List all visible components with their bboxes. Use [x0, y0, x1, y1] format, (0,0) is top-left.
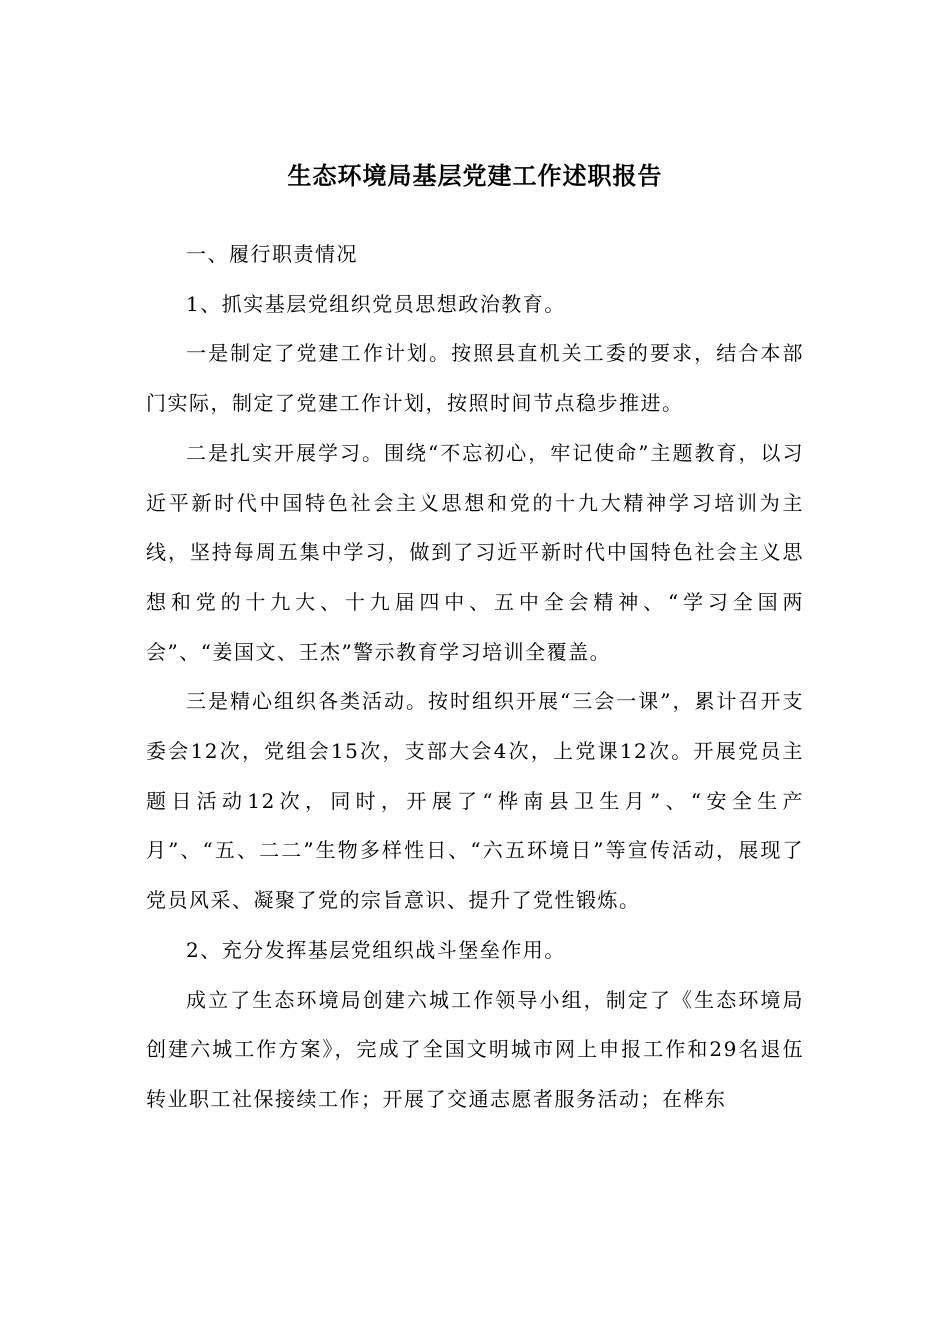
section-heading: 一、履行职责情况 — [186, 242, 358, 266]
paragraph: 二是扎实开展学习。围绕“不忘初心，牢记使命”主题教育，以习近平新时代中国特色社会主义思想和党的十九大精神学习培训为主线，坚持每周五集中学习，做到了习近平新时代中国特色社会主义思想和党的十九大、十九届四中、五中全会精神、“学习全国两会”、“姜国文、王杰”警示教育学习培训全覆盖。 — [146, 440, 804, 664]
document-title: 生态环境局基层党建工作述职报告 — [287, 161, 663, 190]
paragraph: 三是精心组织各类活动。按时组织开展“三会一课”，累计召开支委会12次，党组会15次，支部大会4次，上党课12次。开展党员主题日活动12次，同时，开展了“桦南县卫生月”、“安全生产月”、“五、二二”生物多样性日、“六五环境日”等宣传活动，展现了党员风采、凝聚了党的宗旨意识、提升了党性锻炼。 — [146, 689, 804, 913]
paragraph: 一是制定了党建工作计划。按照县直机关工委的要求，结合本部门实际，制定了党建工作计划，按照时间节点稳步推进。 — [146, 341, 804, 416]
document-body — [146, 230, 804, 1125]
subsection-heading: 1、抓实基层党组织党员思想政治教育。 — [186, 291, 566, 316]
subsection-heading: 2、充分发挥基层党组织战斗堡垒作用。 — [186, 937, 566, 962]
paragraph: 成立了生态环境局创建六城工作领导小组，制定了《生态环境局创建六城工作方案》，完成了全国文明城市网上申报工作和29名退伍转业职工社保接续工作；开展了交通志愿者服务活动；在桦东 — [146, 987, 804, 1111]
